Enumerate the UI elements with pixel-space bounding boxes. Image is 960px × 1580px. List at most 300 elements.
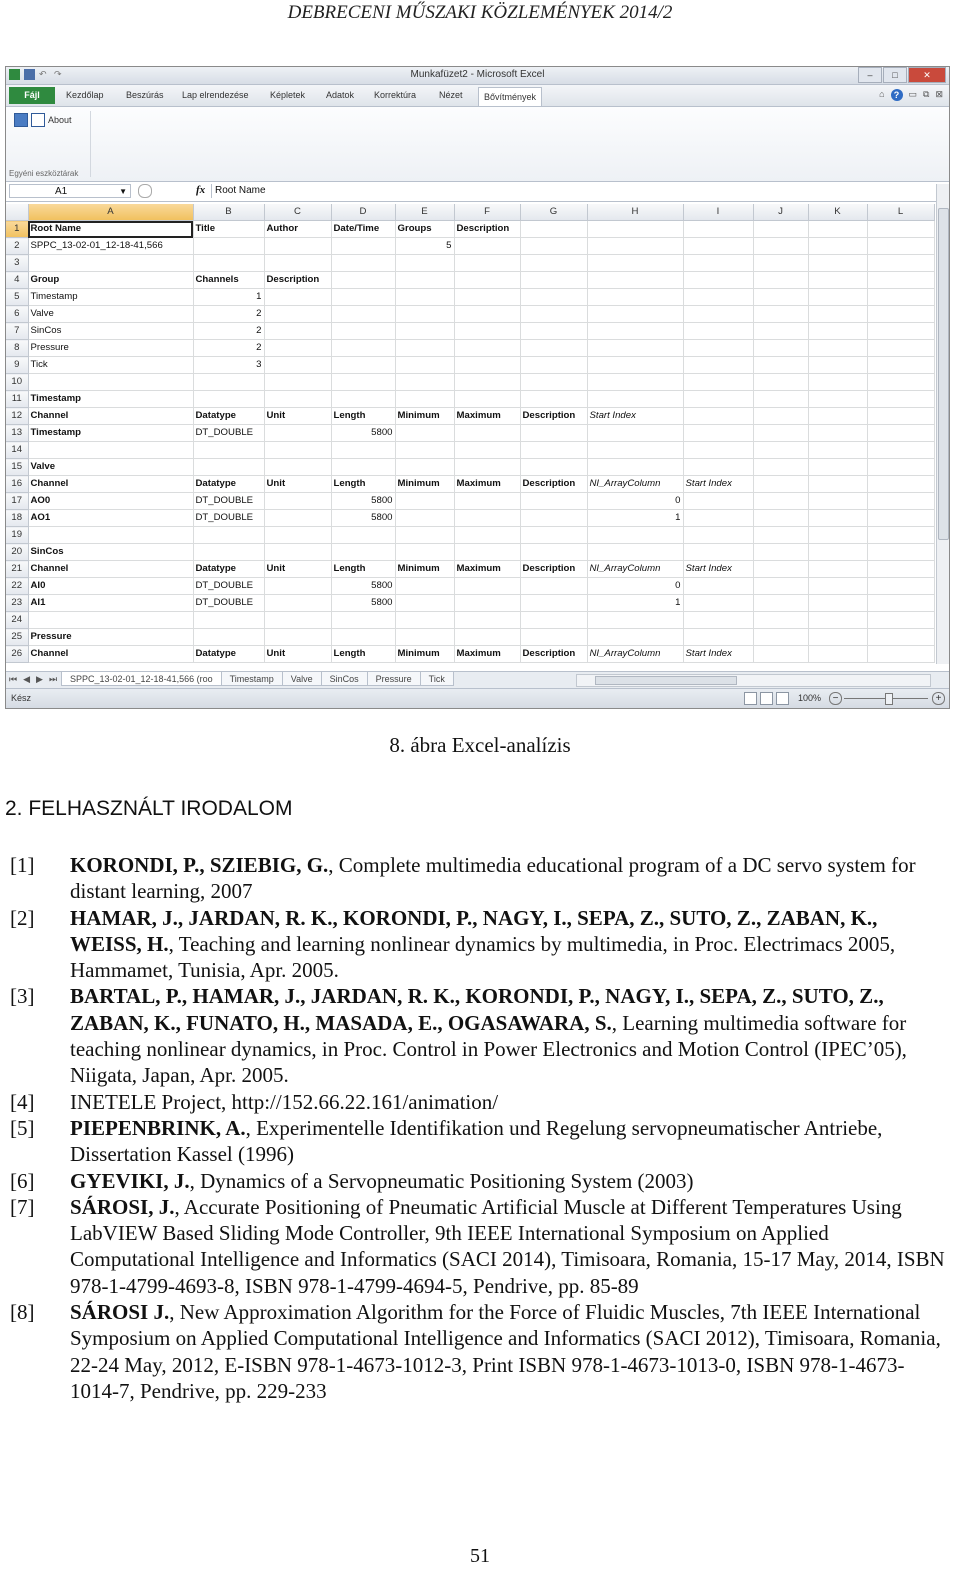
cell[interactable] xyxy=(193,238,264,255)
cell[interactable] xyxy=(867,612,934,629)
cell[interactable] xyxy=(454,272,520,289)
cell[interactable] xyxy=(683,612,753,629)
cell[interactable]: 1 xyxy=(587,510,683,527)
cell[interactable] xyxy=(331,612,395,629)
cell[interactable] xyxy=(683,221,753,238)
row-header[interactable]: 19 xyxy=(6,527,28,544)
cell[interactable] xyxy=(683,527,753,544)
column-header[interactable]: A xyxy=(28,204,193,221)
column-header[interactable]: H xyxy=(587,204,683,221)
cell[interactable]: NI_ArrayColumn xyxy=(587,646,683,663)
cell[interactable] xyxy=(808,561,867,578)
cell[interactable] xyxy=(683,272,753,289)
cell[interactable] xyxy=(683,374,753,391)
cell[interactable] xyxy=(753,493,808,510)
name-box[interactable] xyxy=(9,184,131,198)
cell[interactable] xyxy=(683,459,753,476)
cell[interactable]: Timestamp xyxy=(28,425,193,442)
cell[interactable] xyxy=(454,612,520,629)
cell[interactable] xyxy=(808,544,867,561)
cell[interactable] xyxy=(587,442,683,459)
cell[interactable]: AI1 xyxy=(28,595,193,612)
cell[interactable] xyxy=(264,357,331,374)
zoom-level[interactable]: 100% xyxy=(798,693,822,703)
cell[interactable] xyxy=(808,408,867,425)
cell[interactable] xyxy=(867,561,934,578)
row-header[interactable]: 9 xyxy=(6,357,28,374)
cell[interactable]: DT_DOUBLE xyxy=(193,595,264,612)
insert-function-icon[interactable]: fx xyxy=(196,184,206,196)
cell[interactable] xyxy=(808,646,867,663)
cell[interactable] xyxy=(587,255,683,272)
cell[interactable] xyxy=(331,442,395,459)
cell[interactable] xyxy=(520,340,587,357)
cell[interactable] xyxy=(454,510,520,527)
cell[interactable] xyxy=(683,323,753,340)
cell[interactable]: Datatype xyxy=(193,408,264,425)
maximize-button[interactable]: □ xyxy=(883,67,907,83)
cell[interactable] xyxy=(520,425,587,442)
row-header[interactable]: 25 xyxy=(6,629,28,646)
cell[interactable] xyxy=(264,391,331,408)
cell[interactable] xyxy=(683,289,753,306)
cell[interactable] xyxy=(753,476,808,493)
cell[interactable] xyxy=(808,527,867,544)
cell[interactable] xyxy=(264,510,331,527)
row-header[interactable]: 13 xyxy=(6,425,28,442)
cell[interactable]: Channel xyxy=(28,476,193,493)
cell[interactable]: 5800 xyxy=(331,493,395,510)
column-header[interactable]: I xyxy=(683,204,753,221)
cell[interactable]: Maximum xyxy=(454,646,520,663)
cell[interactable] xyxy=(395,306,454,323)
row-header[interactable]: 24 xyxy=(6,612,28,629)
sheet-tab-tick[interactable]: Tick xyxy=(420,672,454,686)
cell[interactable] xyxy=(867,442,934,459)
row-header[interactable]: 20 xyxy=(6,544,28,561)
cell[interactable] xyxy=(264,442,331,459)
cell[interactable] xyxy=(753,561,808,578)
cell[interactable]: SPPC_13-02-01_12-18-41,566 xyxy=(28,238,193,255)
cell[interactable] xyxy=(520,289,587,306)
horizontal-scrollbar[interactable] xyxy=(576,674,931,687)
column-header[interactable]: G xyxy=(520,204,587,221)
cell[interactable] xyxy=(520,306,587,323)
cell[interactable]: 5800 xyxy=(331,510,395,527)
cell[interactable] xyxy=(867,646,934,663)
cell[interactable]: Date/Time xyxy=(331,221,395,238)
cell[interactable] xyxy=(808,425,867,442)
cell[interactable] xyxy=(753,578,808,595)
vertical-scrollbar[interactable] xyxy=(936,184,949,664)
cell[interactable] xyxy=(867,425,934,442)
scroll-thumb[interactable] xyxy=(938,208,949,540)
cell[interactable] xyxy=(683,493,753,510)
cell[interactable]: Datatype xyxy=(193,561,264,578)
cell[interactable] xyxy=(867,357,934,374)
cell[interactable] xyxy=(587,238,683,255)
cell[interactable] xyxy=(520,374,587,391)
cell[interactable] xyxy=(264,323,331,340)
cell[interactable] xyxy=(587,340,683,357)
cell[interactable] xyxy=(683,238,753,255)
cell[interactable] xyxy=(331,357,395,374)
page-layout-view-icon[interactable] xyxy=(760,692,773,705)
cell[interactable] xyxy=(395,425,454,442)
cell[interactable] xyxy=(331,374,395,391)
cell[interactable] xyxy=(753,323,808,340)
cell[interactable]: NI_ArrayColumn xyxy=(587,476,683,493)
cell[interactable]: 1 xyxy=(193,289,264,306)
cell[interactable] xyxy=(753,289,808,306)
prev-sheet-icon[interactable]: ◀ xyxy=(23,674,31,684)
cell[interactable] xyxy=(587,544,683,561)
cell[interactable]: AI0 xyxy=(28,578,193,595)
cell[interactable]: DT_DOUBLE xyxy=(193,510,264,527)
formula-input[interactable] xyxy=(211,184,948,198)
cell[interactable] xyxy=(587,459,683,476)
cell[interactable] xyxy=(808,459,867,476)
zoom-out-icon[interactable]: − xyxy=(829,692,842,705)
cell[interactable]: SinCos xyxy=(28,544,193,561)
cell[interactable] xyxy=(753,527,808,544)
cell[interactable] xyxy=(587,425,683,442)
sheet-tab-pressure[interactable]: Pressure xyxy=(367,672,421,686)
cell[interactable] xyxy=(331,255,395,272)
cell[interactable]: Description xyxy=(454,221,520,238)
tab-view[interactable]: Nézet xyxy=(439,90,463,100)
hscroll-thumb[interactable] xyxy=(595,676,737,685)
cell[interactable] xyxy=(683,510,753,527)
minimize-button[interactable]: – xyxy=(858,67,882,83)
cell[interactable] xyxy=(264,459,331,476)
cell[interactable] xyxy=(28,527,193,544)
cell[interactable] xyxy=(454,357,520,374)
cell[interactable]: Title xyxy=(193,221,264,238)
column-header[interactable]: C xyxy=(264,204,331,221)
cell[interactable] xyxy=(395,340,454,357)
row-header[interactable]: 11 xyxy=(6,391,28,408)
row-header[interactable]: 26 xyxy=(6,646,28,663)
cell[interactable] xyxy=(520,612,587,629)
cell[interactable] xyxy=(454,255,520,272)
tab-insert[interactable]: Beszúrás xyxy=(126,90,164,100)
cell[interactable]: Maximum xyxy=(454,408,520,425)
cell[interactable] xyxy=(867,323,934,340)
row-header[interactable]: 23 xyxy=(6,595,28,612)
cell[interactable] xyxy=(520,578,587,595)
cell[interactable] xyxy=(753,306,808,323)
cell[interactable] xyxy=(454,544,520,561)
cell[interactable] xyxy=(753,357,808,374)
cell[interactable] xyxy=(867,544,934,561)
cell[interactable]: Author xyxy=(264,221,331,238)
cell[interactable] xyxy=(683,595,753,612)
zoom-in-icon[interactable]: + xyxy=(932,692,945,705)
row-header[interactable]: 10 xyxy=(6,374,28,391)
cell[interactable]: Minimum xyxy=(395,476,454,493)
cell[interactable] xyxy=(867,459,934,476)
cell[interactable] xyxy=(395,323,454,340)
cell[interactable] xyxy=(454,425,520,442)
cell[interactable] xyxy=(264,238,331,255)
cell[interactable] xyxy=(331,629,395,646)
cell[interactable] xyxy=(264,306,331,323)
cell[interactable] xyxy=(867,510,934,527)
cell[interactable]: Minimum xyxy=(395,561,454,578)
cell[interactable]: SinCos xyxy=(28,323,193,340)
cell[interactable] xyxy=(454,578,520,595)
cell[interactable] xyxy=(454,306,520,323)
cell[interactable] xyxy=(193,255,264,272)
cell[interactable] xyxy=(683,442,753,459)
cell[interactable]: Minimum xyxy=(395,408,454,425)
cell[interactable] xyxy=(454,340,520,357)
about-button[interactable] xyxy=(14,113,72,127)
cell[interactable]: Length xyxy=(331,408,395,425)
cell[interactable] xyxy=(454,527,520,544)
cell[interactable] xyxy=(454,374,520,391)
cell[interactable] xyxy=(264,493,331,510)
tab-home[interactable]: Kezdőlap xyxy=(66,90,104,100)
cell[interactable]: Unit xyxy=(264,476,331,493)
cell[interactable] xyxy=(520,221,587,238)
cell[interactable] xyxy=(193,629,264,646)
cell[interactable] xyxy=(753,255,808,272)
cell[interactable] xyxy=(808,340,867,357)
cell[interactable] xyxy=(520,391,587,408)
tab-formulas[interactable]: Képletek xyxy=(270,90,306,100)
row-header[interactable]: 17 xyxy=(6,493,28,510)
cell[interactable] xyxy=(395,357,454,374)
cell[interactable] xyxy=(454,238,520,255)
cell[interactable] xyxy=(587,374,683,391)
cell[interactable] xyxy=(753,544,808,561)
row-header[interactable]: 22 xyxy=(6,578,28,595)
row-header[interactable]: 3 xyxy=(6,255,28,272)
cell[interactable] xyxy=(520,238,587,255)
cell[interactable]: 2 xyxy=(193,306,264,323)
cell[interactable]: AO0 xyxy=(28,493,193,510)
cell[interactable]: Channel xyxy=(28,408,193,425)
cell[interactable] xyxy=(520,357,587,374)
cell[interactable] xyxy=(683,357,753,374)
cell[interactable] xyxy=(28,442,193,459)
cell[interactable] xyxy=(753,340,808,357)
cell[interactable]: Description xyxy=(520,561,587,578)
cell[interactable]: DT_DOUBLE xyxy=(193,425,264,442)
column-header[interactable]: E xyxy=(395,204,454,221)
cell[interactable] xyxy=(867,272,934,289)
cell[interactable] xyxy=(331,459,395,476)
cell[interactable] xyxy=(395,391,454,408)
cell[interactable] xyxy=(753,629,808,646)
cell[interactable]: AO1 xyxy=(28,510,193,527)
cell[interactable] xyxy=(587,272,683,289)
cell[interactable] xyxy=(867,493,934,510)
row-header[interactable]: 5 xyxy=(6,289,28,306)
cell[interactable]: Length xyxy=(331,646,395,663)
cell[interactable] xyxy=(753,459,808,476)
cell[interactable] xyxy=(753,374,808,391)
cell[interactable] xyxy=(264,629,331,646)
tab-page-layout[interactable]: Lap elrendezése xyxy=(182,90,249,100)
cell[interactable] xyxy=(808,442,867,459)
cell[interactable] xyxy=(753,238,808,255)
cell[interactable] xyxy=(753,646,808,663)
cell[interactable] xyxy=(331,238,395,255)
row-header[interactable]: 12 xyxy=(6,408,28,425)
cell[interactable]: Timestamp xyxy=(28,289,193,306)
cell[interactable] xyxy=(395,612,454,629)
cell[interactable] xyxy=(867,374,934,391)
next-sheet-icon[interactable]: ▶ xyxy=(36,674,43,684)
cell[interactable] xyxy=(193,544,264,561)
cell[interactable] xyxy=(683,578,753,595)
cell[interactable] xyxy=(520,459,587,476)
cell[interactable]: Tick xyxy=(28,357,193,374)
cell[interactable] xyxy=(331,527,395,544)
row-header[interactable]: 18 xyxy=(6,510,28,527)
cell[interactable] xyxy=(331,544,395,561)
page-break-view-icon[interactable] xyxy=(776,692,789,705)
cell[interactable] xyxy=(753,510,808,527)
redo-icon[interactable]: ↷ xyxy=(54,69,62,79)
cell[interactable]: 0 xyxy=(587,493,683,510)
cell[interactable] xyxy=(683,306,753,323)
cell[interactable]: 2 xyxy=(193,340,264,357)
row-header[interactable]: 6 xyxy=(6,306,28,323)
sheet-tab-valve[interactable]: Valve xyxy=(282,672,322,686)
cell[interactable] xyxy=(808,510,867,527)
select-all-corner[interactable] xyxy=(6,204,28,221)
cell[interactable] xyxy=(808,323,867,340)
collapse-ribbon-icon[interactable]: ⌂ xyxy=(879,89,885,99)
cell[interactable] xyxy=(454,323,520,340)
cell[interactable] xyxy=(520,442,587,459)
cell[interactable]: 5800 xyxy=(331,425,395,442)
cell[interactable] xyxy=(454,459,520,476)
cell[interactable] xyxy=(808,629,867,646)
cell[interactable] xyxy=(753,272,808,289)
cell[interactable] xyxy=(587,612,683,629)
cell[interactable]: Maximum xyxy=(454,476,520,493)
cell[interactable] xyxy=(808,306,867,323)
sheet-tab-root[interactable]: SPPC_13-02-01_12-18-41,566 (roo xyxy=(61,672,222,686)
cell[interactable] xyxy=(587,221,683,238)
cell[interactable] xyxy=(808,374,867,391)
cell[interactable] xyxy=(28,612,193,629)
row-header[interactable]: 15 xyxy=(6,459,28,476)
cell[interactable] xyxy=(395,289,454,306)
close-button[interactable]: ✕ xyxy=(908,67,946,83)
cell[interactable] xyxy=(520,255,587,272)
cell[interactable] xyxy=(395,595,454,612)
cell[interactable] xyxy=(454,629,520,646)
cell[interactable] xyxy=(867,306,934,323)
cell[interactable]: 0 xyxy=(587,578,683,595)
cell[interactable]: 2 xyxy=(193,323,264,340)
cell[interactable] xyxy=(395,510,454,527)
column-header[interactable]: L xyxy=(867,204,934,221)
close-workbook-icon[interactable]: ⊠ xyxy=(935,89,943,99)
cell[interactable] xyxy=(395,527,454,544)
row-header[interactable]: 2 xyxy=(6,238,28,255)
cell[interactable]: Valve xyxy=(28,306,193,323)
cell[interactable]: 5800 xyxy=(331,595,395,612)
cell[interactable] xyxy=(587,357,683,374)
cell[interactable] xyxy=(808,476,867,493)
tab-data[interactable]: Adatok xyxy=(326,90,355,100)
cell[interactable] xyxy=(867,221,934,238)
cell[interactable]: Start Index xyxy=(683,646,753,663)
cancel-formula-icon[interactable] xyxy=(138,184,152,198)
cell[interactable] xyxy=(808,595,867,612)
cell[interactable] xyxy=(867,595,934,612)
cell[interactable] xyxy=(331,306,395,323)
cell[interactable] xyxy=(28,374,193,391)
cell[interactable] xyxy=(753,425,808,442)
cell[interactable] xyxy=(454,595,520,612)
cell[interactable] xyxy=(520,272,587,289)
row-header[interactable]: 1 xyxy=(6,221,28,238)
cell[interactable] xyxy=(808,221,867,238)
chevron-down-icon[interactable]: ▼ xyxy=(119,187,127,196)
last-sheet-icon[interactable]: ⏭ xyxy=(48,674,58,684)
cell[interactable]: Description xyxy=(520,408,587,425)
cell[interactable]: Groups xyxy=(395,221,454,238)
cell[interactable]: Minimum xyxy=(395,646,454,663)
cell[interactable] xyxy=(395,493,454,510)
row-header[interactable]: 14 xyxy=(6,442,28,459)
cell[interactable] xyxy=(867,629,934,646)
cell[interactable] xyxy=(395,459,454,476)
cell[interactable] xyxy=(867,408,934,425)
cell[interactable] xyxy=(867,340,934,357)
cell[interactable]: Description xyxy=(520,476,587,493)
cell[interactable] xyxy=(331,323,395,340)
column-header[interactable]: D xyxy=(331,204,395,221)
cell[interactable] xyxy=(193,612,264,629)
cell[interactable] xyxy=(520,323,587,340)
column-header[interactable]: B xyxy=(193,204,264,221)
cell[interactable]: Channels xyxy=(193,272,264,289)
cell[interactable] xyxy=(264,612,331,629)
cell[interactable]: Valve xyxy=(28,459,193,476)
cell[interactable] xyxy=(193,527,264,544)
cell[interactable] xyxy=(264,374,331,391)
cell[interactable] xyxy=(808,391,867,408)
cell[interactable]: Length xyxy=(331,561,395,578)
cell[interactable] xyxy=(683,340,753,357)
cell[interactable] xyxy=(683,408,753,425)
cell[interactable] xyxy=(587,391,683,408)
cell[interactable] xyxy=(395,544,454,561)
sheet-tab-sincos[interactable]: SinCos xyxy=(321,672,368,686)
cell[interactable] xyxy=(753,391,808,408)
cell[interactable] xyxy=(395,374,454,391)
cell[interactable] xyxy=(808,272,867,289)
cell[interactable]: Start Index xyxy=(683,561,753,578)
cell[interactable] xyxy=(867,255,934,272)
row-header[interactable]: 7 xyxy=(6,323,28,340)
tab-file[interactable]: Fájl xyxy=(9,87,55,104)
cell[interactable] xyxy=(867,527,934,544)
cell[interactable] xyxy=(587,629,683,646)
cell[interactable] xyxy=(867,289,934,306)
cell[interactable]: Datatype xyxy=(193,476,264,493)
tab-addins[interactable]: Bővítmények xyxy=(478,87,542,106)
